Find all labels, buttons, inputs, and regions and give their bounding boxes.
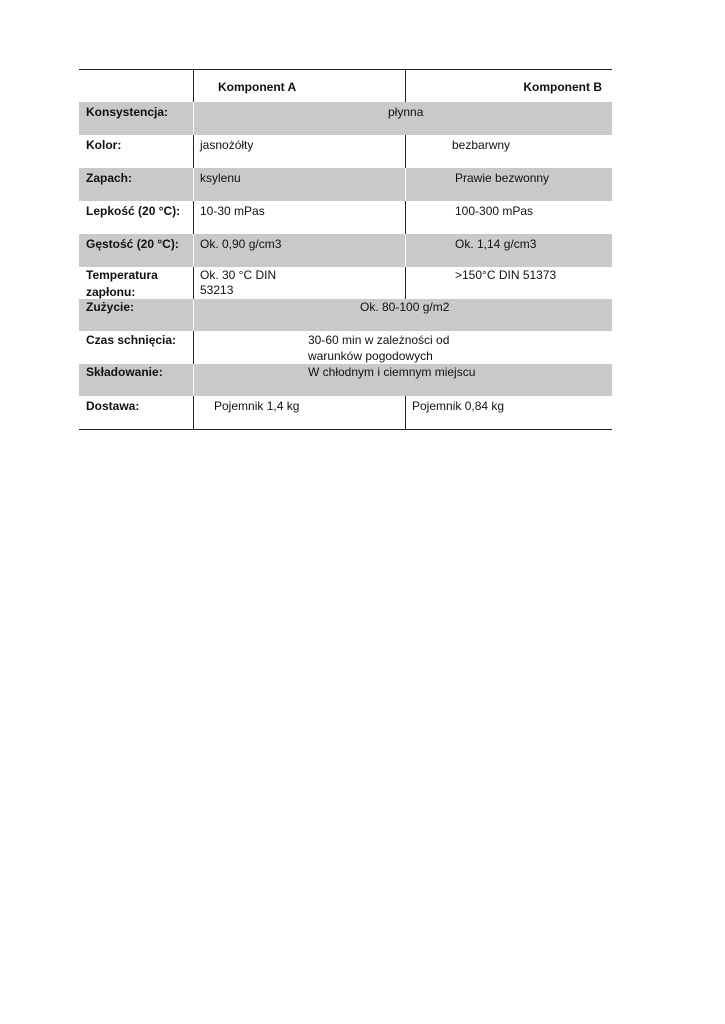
value-b: Prawie bezwonny	[455, 171, 550, 185]
column-divider	[193, 299, 194, 331]
table-row	[79, 168, 612, 201]
column-divider	[193, 331, 194, 364]
table-row	[79, 299, 612, 331]
row-label: Gęstość (20 °C):	[86, 237, 179, 251]
column-divider	[405, 70, 406, 103]
table-row	[79, 135, 612, 168]
row-label: Czas schnięcia:	[86, 333, 177, 347]
column-divider	[405, 234, 406, 267]
header-komponent-a: Komponent A	[218, 80, 297, 94]
column-divider	[193, 234, 194, 267]
value-a: ksylenu	[200, 171, 241, 185]
column-divider	[405, 396, 406, 429]
row-label-line2: zapłonu:	[86, 285, 136, 299]
table-row	[79, 364, 612, 396]
table-header-row	[79, 69, 612, 102]
value-b: Pojemnik 0,84 kg	[412, 399, 505, 413]
header-komponent-b: Komponent B	[523, 80, 602, 94]
value-a: Pojemnik 1,4 kg	[214, 399, 300, 413]
column-divider	[193, 135, 194, 168]
column-divider	[193, 102, 194, 135]
column-divider	[193, 201, 194, 234]
column-divider	[193, 364, 194, 396]
value-b: >150°C DIN 51373	[455, 268, 557, 282]
table-row	[79, 201, 612, 234]
value-b: bezbarwny	[452, 138, 511, 152]
column-divider	[193, 267, 194, 299]
value-a-line1: Ok. 30 °C DIN	[200, 268, 277, 282]
merged-value-line1: 30-60 min w zależności od	[308, 333, 450, 347]
table-row	[79, 267, 612, 299]
table-row	[79, 396, 612, 430]
table-row	[79, 234, 612, 267]
properties-table	[79, 69, 612, 430]
row-label: Konsystencja:	[86, 105, 169, 119]
merged-value-line2: warunków pogodowych	[308, 349, 433, 363]
value-a-line2: 53213	[200, 283, 234, 297]
row-label: Dostawa:	[86, 399, 140, 413]
value-a: jasnożółty	[200, 138, 254, 152]
column-divider	[405, 135, 406, 168]
value-b: 100-300 mPas	[455, 204, 534, 218]
column-divider	[193, 168, 194, 201]
table-row	[79, 102, 612, 135]
column-divider	[193, 70, 194, 103]
row-label: Składowanie:	[86, 365, 163, 379]
merged-value: W chłodnym i ciemnym miejscu	[308, 365, 476, 379]
merged-value: płynna	[388, 105, 424, 119]
value-b: Ok. 1,14 g/cm3	[455, 237, 537, 251]
column-divider	[405, 201, 406, 234]
column-divider	[405, 267, 406, 299]
row-label: Zużycie:	[86, 300, 135, 314]
row-label: Kolor:	[86, 138, 122, 152]
row-label: Lepkość (20 °C):	[86, 204, 181, 218]
row-label-line1: Temperatura	[86, 268, 158, 282]
row-label: Zapach:	[86, 171, 133, 185]
value-a: 10-30 mPas	[200, 204, 265, 218]
column-divider	[405, 168, 406, 201]
value-a: Ok. 0,90 g/cm3	[200, 237, 282, 251]
merged-value: Ok. 80-100 g/m2	[360, 300, 450, 314]
table-row	[79, 331, 612, 364]
column-divider	[193, 396, 194, 429]
